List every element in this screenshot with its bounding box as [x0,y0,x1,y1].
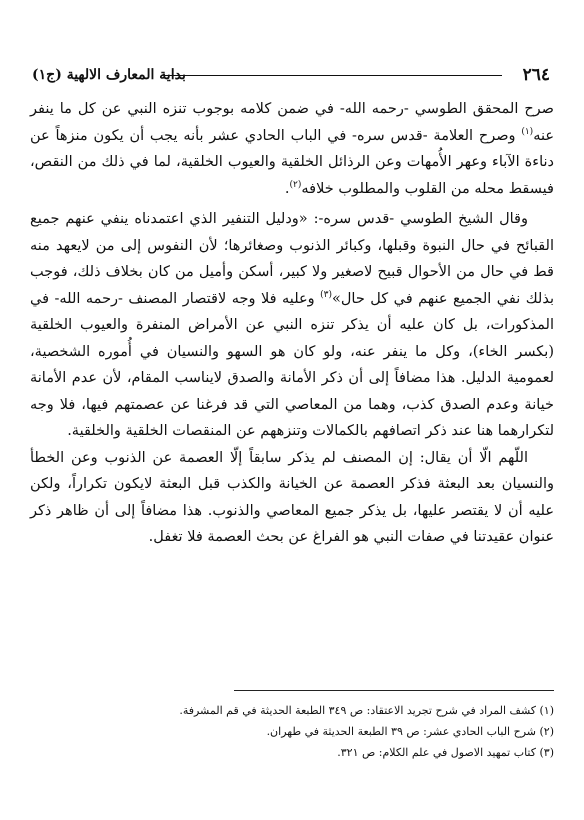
text-run: . [284,180,290,197]
footnote-marker: (٣) [320,289,333,300]
footnote-marker: (٢) [289,179,302,190]
footnote-marker: (١) [521,126,534,137]
text-run: وقال الشيخ الطوسي -قدس سره-: «ودليل التنفير الذي اعتمدناه ينفي عنهم جميع القبائح في حال النبوة وقبلها، وكبائر الذنوب وصغائرها؛ لأن النفوس إلى من لايعهد منه قط في حال من الأحوال قبيح لاصغير ولا كبير، أسكن وأميل من كان بخلاف ذلك، فوجب بذلك نفي الجميع عنهم في كل حال» [30,211,555,307]
footnote: (٢) شرح الباب الحادي عشر: ص ٣٩ الطبعة الحديثة في طهران. [266,725,554,738]
page-number: ٢٦٤ [522,65,550,85]
paragraph [30,96,554,202]
paragraph [30,206,554,445]
footnote-rule [234,690,554,691]
page-header [32,64,550,88]
paragraph [30,445,554,551]
text-run: وصرح العلامة -قدس سره- في الباب الحادي عشر بأنه يجب أن يكون منزهاً عن دناءة الآباء وعهر الأُمهات وعن الرذائل الخلقية والعيوب الخلقية، لما في ذلك من النقص، فيسقط محله من القلوب والمطلوب خلافه [30,127,554,197]
text-run: وعليه فلا وجه لاقتصار المصنف -رحمه الله- في المذكورات، بل كان عليه أن يذكر تنزه النبي عن الأمراض المنفرة والعيوب الخلقية (بكسر الخاء)، وكل ما ينفر عنه، ولو كان هو السهو والنسيان في أُموره الشخصية، لعمومية الدليل. هذا مضافاً إلى أن ذكر الأمانة والصدق لايناسب المقام، لأن عدم الأمانة خيانة وعدم الصدق كذب، وهما من المعاصي التي قد فرغنا عن عصمتهم فيها، فلا وجه لتكرارهما هنا عند ذكر اتصافهم بالكمالات وتنزههم عن المنقصات الخلقية والخلقية. [30,290,554,439]
running-title: بداية المعارف الالهية (ج١) [32,67,186,83]
header-rule [164,75,502,76]
footnote: (١) كشف المراد في شرح تجريد الاعتقاد: ص ٣٤٩ الطبعة الحديثة في قم المشرفة. [179,704,554,717]
footnote: (٣) كتاب تمهيد الاصول في علم الكلام: ص ٣٢١. [337,746,554,759]
text-run: اللّهم الّا أن يقال: إن المصنف لم يذكر سابقاً إلّا العصمة عن الذنوب وعن الخطأ والنسيان بعد البعثة فذكر العصمة عن الخيانة والكذب قبل البعثة لايكون تكراراً، ولكن عليه أن لا يقتصر عليها، بل يذكر جميع المعاصي والذنوب. هذا مضافاً إلى أن ظاهر ذكر عنوان عقيدتنا في صفات النبي هو الفراغ عن بحث العصمة فلا تغفل. [30,449,554,545]
footnotes [30,700,554,763]
text-run: صرح المحقق الطوسي -رحمه الله- في ضمن كلامه بوجوب تنزه النبي عن كل ما ينفر عنه [30,101,554,144]
main-text [30,96,554,551]
